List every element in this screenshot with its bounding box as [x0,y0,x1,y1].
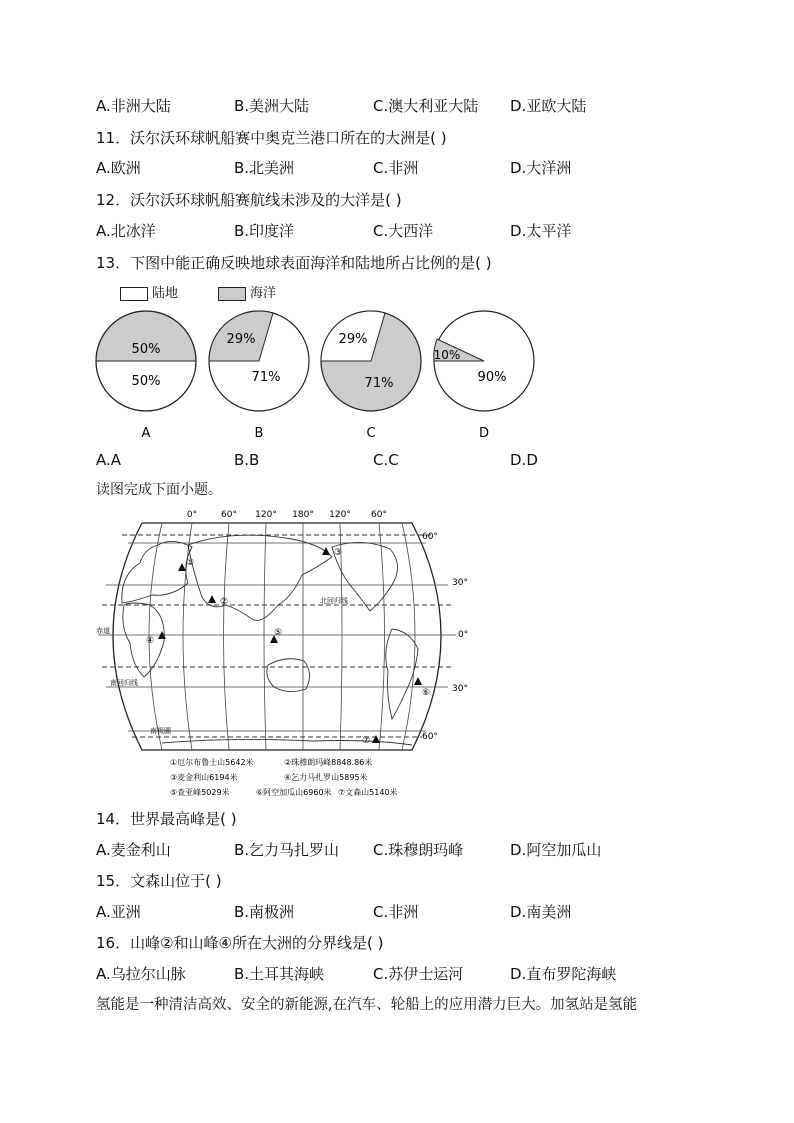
q16-option-c[interactable]: C.苏伊士运河 [373,965,464,983]
pie-c-label: C [366,426,376,441]
svg-text:⑤查亚峰5029米 [170,787,230,797]
antarctic-circle-label: 南极圈 [150,727,171,735]
peak-marker-1-num: ① [186,558,195,568]
lat-label-30n: 30° [452,578,468,588]
legend-land-label: 陆地 [152,286,179,301]
tail-paragraph: 氢能是一种清洁高效、安全的新能源,在汽车、轮船上的应用潜力巨大。加氢站是氢能 [96,997,638,1013]
pie-b [209,311,309,441]
lon-label-60e: 60° [221,510,237,520]
lon-label-120w: 120° [329,510,351,520]
map-intro: 读图完成下面小题。 [96,482,222,498]
q15-option-b[interactable]: B.南极洲 [234,903,295,921]
svg-text:⑦文森山5140米 [338,787,398,797]
pie-d-ocean-label: 10% [433,348,461,362]
svg-text:①厄尔布鲁士山5642米 [170,757,254,767]
legend-peak-3-name: 麦金利山6194米 [177,773,238,782]
pie-d-label: D [478,426,490,441]
q11-option-c[interactable]: C.非洲 [373,159,419,177]
legend-peak-3-num: ③ [170,773,178,782]
pie-a-land-label: 50% [131,374,161,389]
legend-ocean [218,282,276,301]
legend-peak-2-name: 珠穆朗玛峰8848.86米 [291,758,373,767]
q13-stem: 13．下图中能正确反映地球表面海洋和陆地所占比例的是( ) [96,254,492,272]
q16-option-b[interactable]: B.土耳其海峡 [234,965,325,983]
lon-label-180: 180° [292,510,314,520]
q14-stem: 14．世界最高峰是( ) [96,810,237,828]
q11-option-d[interactable]: D.大洋洲 [510,159,572,177]
equator-label: 赤道 [96,627,110,635]
q12-options [96,220,736,242]
north-tropic-label: 北回归线 [320,597,348,605]
world-map [92,505,472,805]
svg-text:③麦金利山6194米 [170,772,238,782]
q13-option-b[interactable]: B.B [234,451,260,469]
q14-options [96,839,736,861]
pie-b-label: B [254,426,264,441]
q10-options [96,95,736,117]
pie-c [321,311,421,441]
q13-option-c[interactable]: C.C [373,451,399,469]
legend-peak-1-num: ① [170,758,178,767]
q13-option-a[interactable]: A.A [96,451,122,469]
peak-marker-2-num: ② [220,597,229,607]
peak-marker-5-num: ⑤ [274,628,283,638]
svg-text:②珠穆朗玛峰8848.86米 [284,757,372,767]
q16-stem: 16．山峰②和山峰④所在大洲的分界线是( ) [96,934,384,952]
pie-c-ocean-label: 71% [364,376,394,391]
q14-option-d[interactable]: D.阿空加瓜山 [510,841,602,859]
peak-marker-6-num: ⑥ [422,688,431,698]
q11-stem: 11．沃尔沃环球帆船赛中奥克兰港口所在的大洲是( ) [96,129,447,147]
q12-option-a[interactable]: A.北冰洋 [96,222,156,240]
lon-label-60w: 60° [371,510,387,520]
svg-text:④乞力马扎罗山5895米 [284,772,368,782]
q12-option-c[interactable]: C.大西洋 [373,222,434,240]
q10-option-b[interactable]: B.美洲大陆 [234,97,310,115]
legend-peak-6-name: 阿空加瓜山6960米 [263,788,332,797]
q11-option-b[interactable]: B.北美洲 [234,159,295,177]
south-tropic-label: 南回归线 [110,679,138,687]
q14-option-c[interactable]: C.珠穆朗玛峰 [373,841,464,859]
legend-peak-7-num: ⑦ [338,788,346,797]
legend-peak-2-num: ② [284,758,292,767]
peak-marker-3-num: ③ [334,548,343,558]
ocean-swatch [218,287,246,301]
legend-ocean-label: 海洋 [250,286,277,301]
q10-option-a[interactable]: A.非洲大陆 [96,97,171,115]
q10-option-d[interactable]: D.亚欧大陆 [510,97,587,115]
legend-peak-5-num: ⑤ [170,788,178,797]
pie-charts [90,305,550,445]
q16-options [96,963,736,985]
pie-b-ocean-label: 29% [226,332,256,347]
land-swatch [120,287,148,301]
q14-option-b[interactable]: B.乞力马扎罗山 [234,841,340,859]
q15-options [96,901,736,923]
peak-marker-4-num: ④ [146,636,155,646]
lon-label-120e: 120° [255,510,277,520]
q12-option-d[interactable]: D.太平洋 [510,222,572,240]
legend-peak-1-name: 厄尔布鲁士山5642米 [177,758,254,767]
q13-options [96,449,736,471]
pie-d-land-label: 90% [477,370,507,385]
q14-option-a[interactable]: A.麦金利山 [96,841,171,859]
legend-peak-5-name: 查亚峰5029米 [177,788,230,797]
legend-peak-7-name: 文森山5140米 [345,788,398,797]
q12-option-b[interactable]: B.印度洋 [234,222,295,240]
pie-c-land-label: 29% [338,332,368,347]
q11-option-a[interactable]: A.欧洲 [96,159,141,177]
pie-a [96,311,196,441]
peak-legend [170,757,398,797]
pie-d [434,311,534,441]
lat-label-60s: 60° [422,732,438,742]
q13-option-d[interactable]: D.D [510,451,538,469]
peak-marker-7-num: ⑦ [362,736,371,746]
pie-a-ocean-label: 50% [131,342,161,357]
svg-text:⑥阿空加瓜山6960米 [256,787,332,797]
q16-option-d[interactable]: D.直布罗陀海峡 [510,965,617,983]
pie-b-land-label: 71% [251,370,281,385]
q15-option-c[interactable]: C.非洲 [373,903,419,921]
pie-a-label: A [141,426,151,441]
lat-label-0: 0° [458,630,469,640]
q15-option-a[interactable]: A.亚洲 [96,903,141,921]
q11-options [96,157,736,179]
q12-stem: 12．沃尔沃环球帆船赛航线未涉及的大洋是( ) [96,191,402,209]
q10-option-c[interactable]: C.澳大利亚大陆 [373,97,479,115]
q16-option-a[interactable]: A.乌拉尔山脉 [96,965,186,983]
q15-stem: 15．文森山位于( ) [96,872,222,890]
legend-land [120,282,178,301]
lat-label-30s: 30° [452,684,468,694]
legend-peak-6-num: ⑥ [256,788,264,797]
lon-label-0: 0° [186,510,198,520]
q15-option-d[interactable]: D.南美洲 [510,903,572,921]
lat-label-60n: 60° [422,532,438,542]
legend-peak-4-num: ④ [284,773,292,782]
legend-peak-4-name: 乞力马扎罗山5895米 [291,773,368,782]
